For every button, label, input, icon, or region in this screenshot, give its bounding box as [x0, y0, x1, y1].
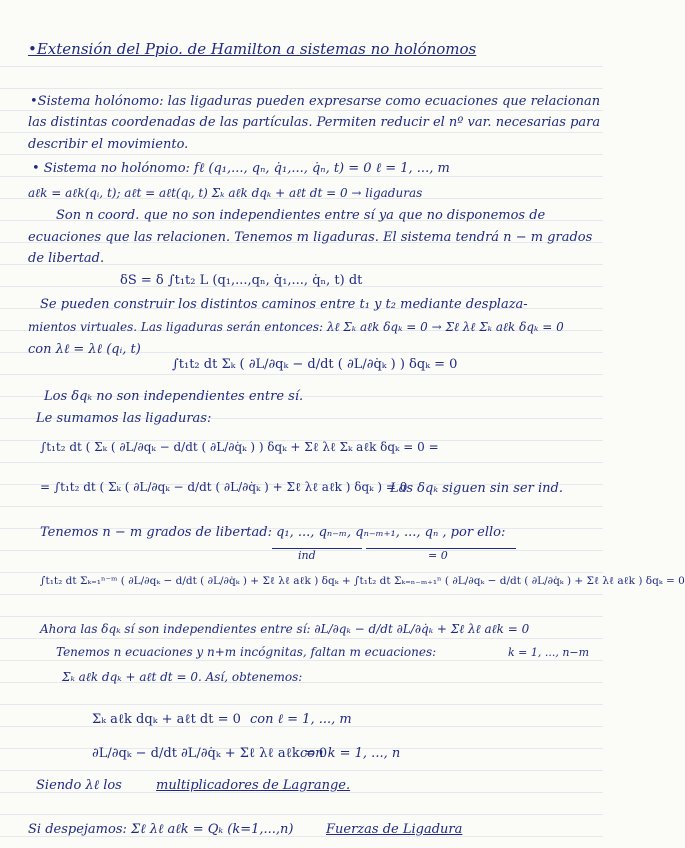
final-condition-2: con k = 1, ..., n: [300, 746, 401, 761]
siendo-text: Siendo λℓ los: [36, 778, 122, 793]
action-equation: δS = δ ∫t₁t₂ L (q₁,...,qₙ, q̇₁,..., q̇ₙ, t) dt: [120, 273, 363, 288]
caminos-line-3: con λℓ = λℓ (qᵢ, t): [28, 342, 141, 357]
sumamos-equation-2: = ∫t₁t₂ dt ( Σₖ ( ∂L/∂qₖ − d/dt ( ∂L/∂q̇ₖ ) + Σℓ λℓ aℓk ) δqₖ ) = 0: [40, 480, 408, 494]
grados-equation: ∫t₁t₂ dt Σₖ₌₁ⁿ⁻ᵐ ( ∂L/∂qₖ − d/dt ( ∂L/∂q̇ₖ ) + Σℓ λℓ aℓk ) δqₖ + ∫t₁t₂ dt Σₖ₌ₙ₋ₘ₊₁ⁿ ( ∂L/∂qₖ − d/dt ( ∂L/∂q̇ₖ ) + Σℓ λℓ aℓk ) δqₖ = 0: [40, 575, 685, 587]
ahora-range: k = 1, ..., n−m: [508, 646, 590, 659]
holonomo-line-3: describir el movimiento.: [28, 137, 189, 152]
sumamos-line-2: Le sumamos las ligaduras:: [36, 411, 212, 426]
ahora-line-1: Ahora las δqₖ sí son independientes entre sí: ∂L/∂qₖ − d/dt ∂L/∂q̇ₖ + Σℓ λℓ aℓk = 0: [40, 622, 530, 636]
holonomo-line-1: •Sistema holónomo: las ligaduras pueden expresarse como ecuaciones que relacionan: [30, 94, 601, 109]
ruled-line: [0, 595, 603, 617]
ahora-line-2: Tenemos n ecuaciones y n+m incógnitas, faltan m ecuaciones:: [56, 645, 437, 659]
euler-equation: ∫t₁t₂ dt Σₖ ( ∂L/∂qₖ − d/dt ( ∂L/∂q̇ₖ ) ) δqₖ = 0: [172, 357, 458, 372]
sumamos-equation-1: ∫t₁t₂ dt ( Σₖ ( ∂L/∂qₖ − d/dt ( ∂L/∂q̇ₖ ) ) δqₖ + Σℓ λℓ Σₖ aℓk δqₖ = 0 =: [40, 440, 439, 454]
zero-label: = 0: [428, 549, 448, 562]
caminos-line-2: mientos virtuales. Las ligaduras serán entonces: λℓ Σₖ aℓk δqₖ = 0 → Σℓ λℓ Σₖ aℓk δqₖ = 0: [28, 320, 564, 334]
final-condition-1: con ℓ = 1, ..., m: [250, 712, 352, 727]
holonomo-line-2: las distintas coordenadas de las partículas. Permiten reducir el nº var. necesarias para: [28, 115, 601, 130]
final-equation-1: Σₖ aℓk dqₖ + aℓt dt = 0: [92, 712, 241, 727]
no-holonomo-line-1: • Sistema no holónomo: fℓ (q₁,..., qₙ, q̇₁,..., q̇ₙ, t) = 0 ℓ = 1, ..., m: [32, 161, 450, 176]
ahora-line-3: Σₖ aℓk dqₖ + aℓt dt = 0. Así, obtenemos:: [62, 670, 303, 684]
multiplicadores-label: multiplicadores de Lagrange.: [156, 778, 351, 793]
no-holonomo-line-4: ecuaciones que las relacionen. Tenemos m ligaduras. El sistema tendrá n − m grados: [28, 230, 593, 245]
final-equation-2: ∂L/∂qₖ − d/dt ∂L/∂q̇ₖ + Σℓ λℓ aℓk = 0: [92, 746, 328, 761]
no-holonomo-line-5: de libertad.: [28, 251, 105, 266]
ruled-line: [0, 67, 603, 89]
grados-line-1: Tenemos n − m grados de libertad: q₁, ..., qₙ₋ₘ, qₙ₋ₘ₊₁, ..., qₙ , por ello:: [40, 525, 506, 540]
no-holonomo-line-3: Son n coord. que no son independientes entre sí ya que no disponemos de: [56, 208, 546, 223]
fuerzas-label: Fuerzas de Ligadura: [326, 822, 463, 837]
sumamos-note: Las δqₖ siguen sin ser ind.: [390, 481, 563, 496]
ind-label: ind: [298, 549, 316, 562]
caminos-line-1: Se pueden construir los distintos caminos entre t₁ y t₂ mediante desplaza-: [40, 297, 528, 312]
ruled-line: [0, 683, 603, 705]
sumamos-line-1: Los δqₖ no son independientes entre sí.: [44, 389, 304, 404]
no-holonomo-line-2: aℓk = aℓk(qᵢ, t); aℓt = aℓt(qᵢ, t) Σₖ aℓk dqₖ + aℓt dt = 0 → ligaduras: [28, 186, 423, 200]
page-title: •Extensión del Ppio. de Hamilton a sistemas no holónomos: [28, 40, 477, 58]
ruled-line: [0, 793, 603, 815]
despejamos-text: Si despejamos: Σℓ λℓ aℓk = Qₖ (k=1,...,n): [28, 822, 294, 837]
ind-brace: [272, 548, 362, 555]
